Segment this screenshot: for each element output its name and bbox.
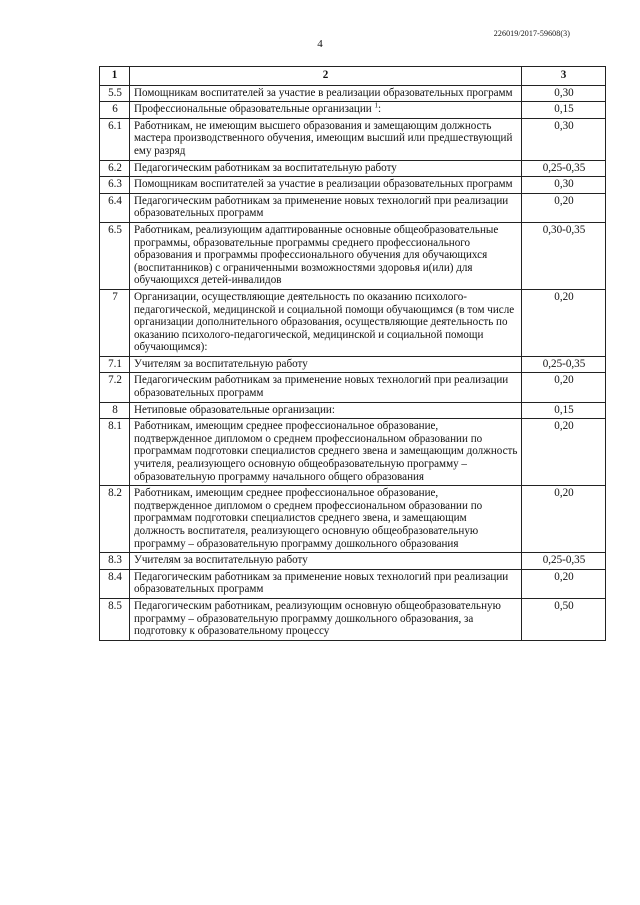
row-number: 6.5 [100, 222, 130, 289]
row-coefficient: 0,30-0,35 [522, 222, 606, 289]
row-description [130, 289, 522, 356]
row-number: 7 [100, 289, 130, 356]
row-description-text: Работникам, не имеющим высшего образования и замещающим должность мастера производственного обучения, имеющим высший или предшествующий ему разряд [134, 119, 513, 157]
row-coefficient: 0,50 [522, 598, 606, 640]
allowance-table [99, 66, 606, 641]
row-description [130, 102, 522, 119]
row-description-text: Учителям за воспитательную работу [134, 554, 308, 567]
row-coefficient: 0,30 [522, 177, 606, 194]
row-coefficient: 0,25-0,35 [522, 160, 606, 177]
row-number: 8.4 [100, 569, 130, 598]
row-coefficient: 0,30 [522, 85, 606, 102]
row-description [130, 402, 522, 419]
table-row [100, 553, 606, 570]
row-coefficient: 0,20 [522, 569, 606, 598]
document-id: 226019/2017-59608(3) [493, 29, 570, 38]
row-number: 6.2 [100, 160, 130, 177]
row-description-text: Помощникам воспитателей за участие в реализации образовательных программ [134, 178, 513, 191]
row-description-text: Педагогическим работникам за применение новых технологий при реализации образовательных программ [134, 570, 509, 596]
row-description-text: Педагогическим работникам за применение новых технологий при реализации образовательных программ [134, 374, 509, 400]
row-number: 7.2 [100, 373, 130, 402]
table-row [100, 118, 606, 160]
row-coefficient: 0,20 [522, 373, 606, 402]
row-number: 8.2 [100, 486, 130, 553]
row-coefficient: 0,15 [522, 402, 606, 419]
row-description-text: Помощникам воспитателей за участие в реализации образовательных программ [134, 86, 513, 99]
row-number: 8 [100, 402, 130, 419]
table-header-row [100, 67, 606, 86]
row-coefficient: 0,25-0,35 [522, 356, 606, 373]
table-row [100, 222, 606, 289]
row-coefficient: 0,25-0,35 [522, 553, 606, 570]
row-description-text: Нетиповые образовательные организации: [134, 403, 335, 416]
column-header-number: 1 [100, 67, 130, 86]
table-row [100, 569, 606, 598]
table-row [100, 419, 606, 486]
row-description-text: Педагогическим работникам, реализующим основную общеобразовательную программу – образовательную программу дошкольного образования, за подготовку к образовательному процессу [134, 599, 501, 638]
table-row [100, 193, 606, 222]
row-description [130, 356, 522, 373]
table-row [100, 160, 606, 177]
row-coefficient: 0,15 [522, 102, 606, 119]
row-description [130, 160, 522, 177]
table-row [100, 177, 606, 194]
row-description-suffix: : [378, 103, 382, 116]
row-description [130, 569, 522, 598]
row-description [130, 222, 522, 289]
row-description-text: Работникам, имеющим среднее профессиональное образование, подтвержденное дипломом о среднем профессиональном образовании по программам подготовки специалистов среднего звена и замещающим должность учителя, реализующего основную общеобразовательную программу – образовательную программу начального общего образования [134, 420, 518, 483]
row-description [130, 118, 522, 160]
row-coefficient: 0,20 [522, 289, 606, 356]
table-row [100, 486, 606, 553]
row-number: 6.4 [100, 193, 130, 222]
column-header-coefficient: 3 [522, 67, 606, 86]
row-description [130, 85, 522, 102]
page-number: 4 [317, 38, 323, 50]
row-number: 5.5 [100, 85, 130, 102]
row-number: 7.1 [100, 356, 130, 373]
row-coefficient: 0,20 [522, 193, 606, 222]
row-description [130, 598, 522, 640]
table-row [100, 373, 606, 402]
row-description-text: Учителям за воспитательную работу [134, 357, 308, 370]
row-coefficient: 0,20 [522, 486, 606, 553]
column-header-description: 2 [130, 67, 522, 86]
row-description [130, 486, 522, 553]
row-description [130, 419, 522, 486]
row-number: 6.1 [100, 118, 130, 160]
row-description [130, 193, 522, 222]
row-description-text: Работникам, реализующим адаптированные основные общеобразовательные программы, образовательные программы среднего профессионального образования и программы профессионального обучения для обучающихся (воспитанников) с ограниченными возможностями здоровья и(или) для обучающихся детей-инвалидов [134, 223, 499, 287]
table-row [100, 289, 606, 356]
table-row [100, 102, 606, 119]
row-description-text: Профессиональные образовательные организации [134, 103, 372, 116]
row-number: 8.1 [100, 419, 130, 486]
row-number: 6.3 [100, 177, 130, 194]
table-row [100, 402, 606, 419]
row-description-text: Организации, осуществляющие деятельность по оказанию психолого-педагогической, медицинской и социальной помощи обучающимся (в том числе организации дополнительного образования, осуществляющие деятельность по оказанию психолого-педагогической, медицинской и социальной помощи обучающимся): [134, 290, 515, 354]
row-coefficient: 0,30 [522, 118, 606, 160]
table-row [100, 356, 606, 373]
row-description-text: Работникам, имеющим среднее профессиональное образование, подтвержденное дипломом о среднем профессиональном образовании по программам подготовки специалистов среднего звена, и замещающим должность воспитателя, реализующего основную общеобразовательную программу – образовательную программу дошкольного образования [134, 487, 483, 550]
row-description-text: Педагогическим работникам за воспитательную работу [134, 161, 397, 174]
row-description [130, 553, 522, 570]
table-row [100, 85, 606, 102]
row-description-text: Педагогическим работникам за применение новых технологий при реализации образовательных программ [134, 194, 509, 220]
row-description [130, 177, 522, 194]
row-number: 6 [100, 102, 130, 119]
row-description [130, 373, 522, 402]
row-coefficient: 0,20 [522, 419, 606, 486]
footnote-marker: 1 [374, 101, 379, 110]
row-number: 8.5 [100, 598, 130, 640]
row-number: 8.3 [100, 553, 130, 570]
table-row [100, 598, 606, 640]
